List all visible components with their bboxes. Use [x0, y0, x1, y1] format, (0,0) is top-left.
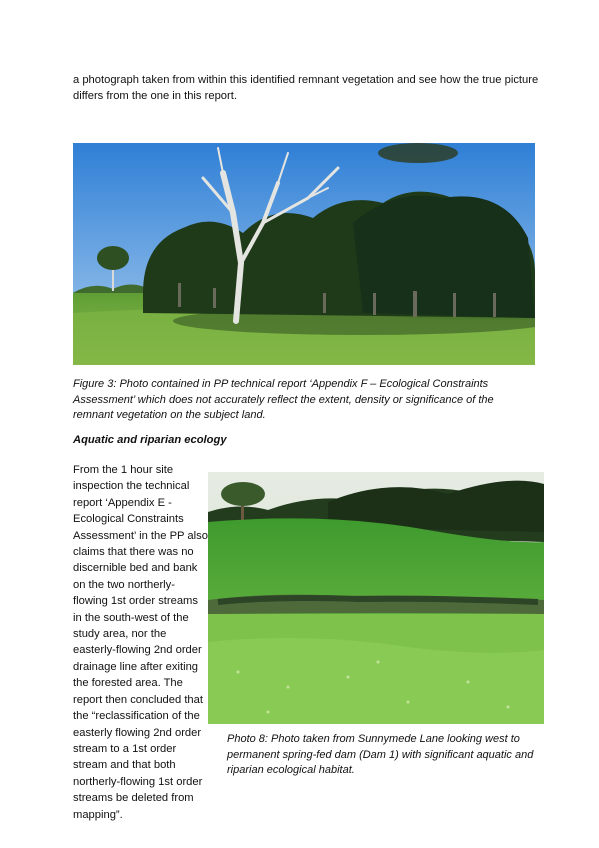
photo-8-caption: Photo 8: Photo taken from Sunnymede Lane looking west to permanent spring-fed dam (Dam 1) with significant aquatic and riparian ecological habitat.: [227, 733, 534, 776]
figure-3-image: [73, 143, 535, 365]
intro-paragraph: a photograph taken from within this identified remnant vegetation and see how the true picture differs from the one in this report.: [73, 74, 539, 102]
photo-8: [208, 472, 544, 724]
figure-3-photo: [73, 143, 535, 365]
photo-8-image: [208, 472, 544, 724]
section-body-paragraph: From the 1 hour site inspection the technical report ‘Appendix E - Ecological Constraints Assessment’ in the PP also claims that there was no discernible bed and bank on the two northerly-flowing 1st order streams in the south-west of the study area, nor the easterly-flowing 2nd order drainage line after exiting the forested area. The report then concluded that the “reclassification of the easterly flowing 2nd order stream to a 1st order stream and that both northerly-flowing 1st order streams be deleted from mapping”.: [73, 464, 208, 821]
section-heading: Aquatic and riparian ecology: [73, 434, 227, 446]
figure-3-caption: Figure 3: Photo contained in PP technical report ‘Appendix F – Ecological Constraints Assessment’ which does not accurately reflect the extent, density or significance of the remnant vegetation on the subject land.: [73, 378, 494, 421]
